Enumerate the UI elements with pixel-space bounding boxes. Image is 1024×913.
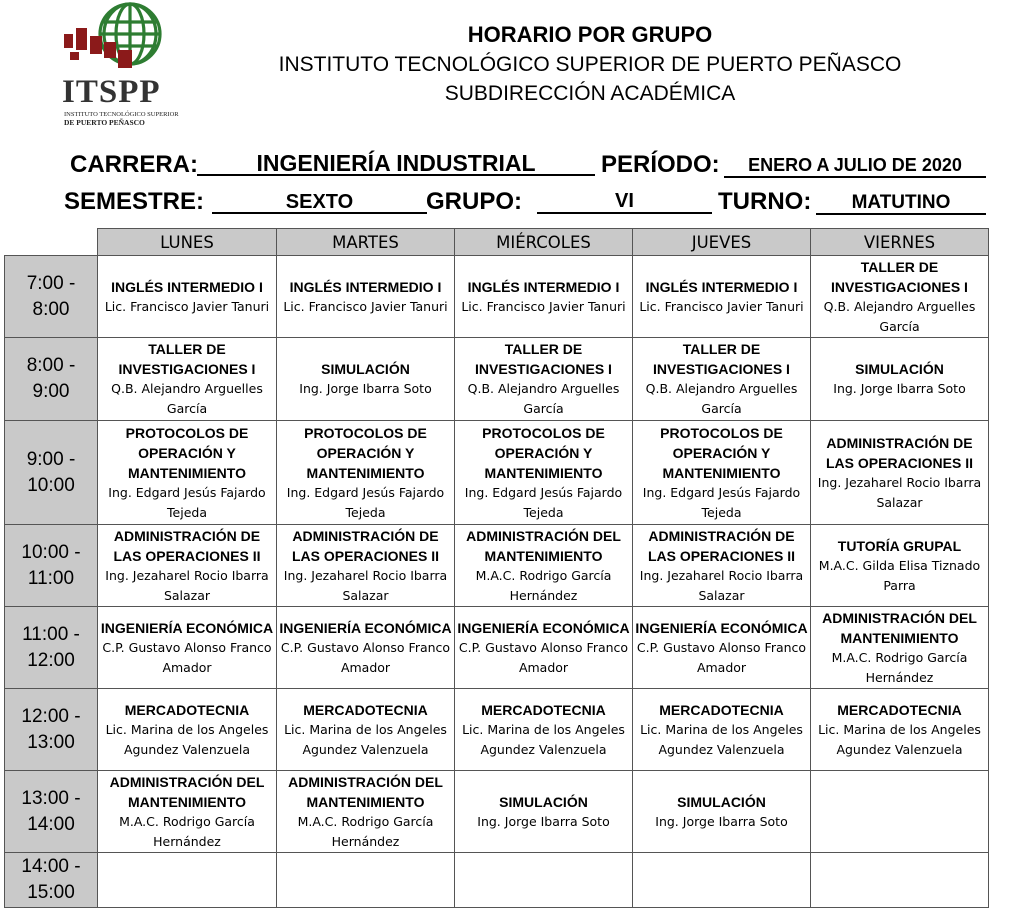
class-cell-martes [277, 607, 455, 689]
page-title: HORARIO POR GRUPO [467, 22, 713, 47]
turno-value: MATUTINO [816, 189, 986, 215]
subject-name: PROTOCOLOS DE OPERACIÓN Y MANTENIMIENTO [482, 424, 605, 481]
teacher-name: M.A.C. Rodrigo García Hernández [475, 567, 612, 603]
subject-name: ADMINISTRACIÓN DE LAS OPERACIONES II [647, 527, 796, 564]
teacher-name: Ing. Jorge Ibarra Soto [833, 381, 966, 396]
class-cell-martes [277, 689, 455, 771]
day-header-miercoles: MIÉRCOLES [455, 229, 633, 256]
time-slot-end: 11:00 [27, 567, 75, 589]
class-cell-miercoles [455, 771, 633, 853]
subject-name: MERCADOTECNIA [124, 701, 250, 718]
time-slot-start: 11:00 - [22, 623, 80, 645]
time-slot-end: 14:00 [27, 813, 75, 835]
class-cell-lunes [98, 853, 277, 908]
time-slot-cell [5, 256, 98, 338]
subject-name: TALLER DE INVESTIGACIONES I [475, 341, 612, 377]
class-cell-lunes [98, 771, 277, 853]
class-cell-miercoles [455, 525, 633, 607]
teacher-name: Lic. Francisco Javier Tanuri [461, 298, 626, 314]
class-cell-miercoles [455, 853, 633, 908]
subject-name: INGLÉS INTERMEDIO I [289, 278, 442, 295]
subject-name: MERCADOTECNIA [303, 701, 428, 718]
class-cell-martes [277, 421, 455, 525]
teacher-name: Ing. Jezaharel Rocio Ibarra Salazar [105, 567, 269, 603]
subject-name: TALLER DE INVESTIGACIONES I [831, 258, 968, 295]
time-slot-start: 12:00 - [21, 705, 81, 727]
time-slot-end: 9:00 [32, 381, 70, 402]
class-cell-miercoles [455, 689, 633, 771]
class-cell-viernes [811, 421, 989, 525]
teacher-name: Lic. Francisco Javier Tanuri [283, 298, 448, 314]
schedule-row [5, 689, 989, 771]
time-slot-end: 12:00 [27, 649, 75, 671]
teacher-name: M.A.C. Rodrigo García Hernández [119, 813, 255, 849]
day-header-row [5, 229, 989, 256]
class-cell-jueves [633, 256, 811, 338]
periodo-label: PERÍODO: [601, 151, 720, 178]
subject-name: ADMINISTRACIÓN DE LAS OPERACIONES II [291, 527, 440, 564]
schedule-row [5, 771, 989, 853]
subject-name: ADMINISTRACIÓN DE LAS OPERACIONES II [825, 434, 974, 471]
teacher-name: Ing. Jorge Ibarra Soto [299, 381, 432, 396]
subject-name: SIMULACIÓN [321, 361, 410, 377]
teacher-name: Lic. Francisco Javier Tanuri [104, 298, 270, 314]
subject-name: PROTOCOLOS DE OPERACIÓN Y MANTENIMIENTO [660, 424, 783, 481]
teacher-name: M.A.C. Rodrigo García Hernández [831, 649, 968, 685]
grupo-label: GRUPO: [426, 188, 522, 215]
teacher-name: Q.B. Alejandro Arguelles García [111, 381, 263, 416]
subject-name: MERCADOTECNIA [837, 701, 962, 718]
class-cell-martes [277, 771, 455, 853]
subject-name: INGENIERÍA ECONÓMICA [100, 619, 274, 636]
subject-name: INGENIERÍA ECONÓMICA [457, 619, 630, 636]
subject-name: TUTORÍA GRUPAL [837, 537, 962, 554]
time-slot-cell [5, 771, 98, 853]
class-cell-lunes [98, 607, 277, 689]
teacher-name: Ing. Jezaharel Rocio Ibarra Salazar [283, 567, 448, 603]
class-cell-lunes [98, 421, 277, 525]
schedule-table [4, 228, 989, 908]
carrera-label: CARRERA: [70, 151, 198, 178]
class-cell-martes [277, 256, 455, 338]
semestre-label: SEMESTRE: [64, 188, 205, 215]
teacher-name: C.P. Gustavo Alonso Franco Amador [636, 639, 807, 675]
subject-name: ADMINISTRACIÓN DEL MANTENIMIENTO [822, 609, 977, 646]
teacher-name: Lic. Marina de los Angeles Agundez Valenzuela [284, 721, 447, 757]
subject-name: TALLER DE INVESTIGACIONES I [653, 341, 790, 377]
class-cell-miercoles [455, 421, 633, 525]
time-slot-start: 13:00 - [21, 787, 81, 809]
subject-name: ADMINISTRACIÓN DE LAS OPERACIONES II [113, 527, 261, 564]
class-cell-viernes [811, 689, 989, 771]
time-slot-cell [5, 338, 98, 421]
teacher-name: Q.B. Alejandro Arguelles García [645, 381, 798, 416]
class-cell-viernes [811, 256, 989, 338]
teacher-name: Q.B. Alejandro Arguelles García [823, 298, 976, 334]
time-slot-start: 8:00 - [26, 355, 76, 376]
logo-subtitle: INSTITUTO TECNOLÓGICO SUPERIOR [64, 111, 179, 118]
class-cell-jueves [633, 421, 811, 525]
subject-name: INGLÉS INTERMEDIO I [645, 278, 798, 295]
subject-name: ADMINISTRACIÓN DEL MANTENIMIENTO [466, 527, 621, 564]
subject-name: SIMULACIÓN [855, 361, 944, 377]
time-slot-start: 7:00 - [26, 272, 76, 294]
turno-label: TURNO: [718, 188, 812, 215]
teacher-name: Ing. Edgard Jesús Fajardo Tejeda [108, 484, 266, 520]
department-name: SUBDIRECCIÓN ACADÉMICA [444, 82, 736, 105]
schedule-row [5, 853, 989, 908]
logo-text: ITSPP [62, 74, 161, 110]
class-cell-lunes [98, 338, 277, 421]
class-cell-viernes [811, 607, 989, 689]
teacher-name: C.P. Gustavo Alonso Franco Amador [280, 639, 451, 675]
teacher-name: C.P. Gustavo Alonso Franco Amador [102, 639, 272, 675]
day-header-viernes: VIERNES [811, 229, 989, 256]
time-slot-end: 13:00 [27, 731, 75, 753]
subject-name: INGLÉS INTERMEDIO I [111, 278, 263, 295]
teacher-name: Lic. Francisco Javier Tanuri [639, 298, 804, 314]
teacher-name: Lic. Marina de los Angeles Agundez Valenzuela [105, 721, 269, 757]
logo-subtitle-2: DE PUERTO PEÑASCO [64, 118, 145, 127]
class-cell-viernes [811, 853, 989, 908]
day-header-jueves: JUEVES [633, 229, 811, 256]
carrera-value: INGENIERÍA INDUSTRIAL [197, 150, 595, 176]
class-cell-viernes [811, 338, 989, 421]
class-cell-viernes [811, 525, 989, 607]
subject-name: ADMINISTRACIÓN DEL MANTENIMIENTO [288, 773, 443, 810]
class-cell-martes [277, 525, 455, 607]
class-cell-lunes [98, 689, 277, 771]
schedule-row [5, 421, 989, 525]
time-slot-end: 15:00 [27, 882, 75, 903]
schedule-body [5, 256, 989, 908]
subject-name: MERCADOTECNIA [481, 701, 606, 718]
time-slot-cell [5, 607, 98, 689]
class-cell-viernes [811, 771, 989, 853]
time-slot-cell [5, 421, 98, 525]
class-cell-martes [277, 338, 455, 421]
teacher-name: Ing. Edgard Jesús Fajardo Tejeda [464, 484, 623, 520]
day-header-lunes: LUNES [98, 229, 277, 256]
time-slot-cell [5, 689, 98, 771]
periodo-value: ENERO A JULIO DE 2020 [724, 152, 986, 178]
class-cell-miercoles [455, 607, 633, 689]
teacher-name: Lic. Marina de los Angeles Agundez Valenzuela [462, 721, 625, 757]
subject-name: PROTOCOLOS DE OPERACIÓN Y MANTENIMIENTO [304, 424, 427, 481]
subject-name: INGLÉS INTERMEDIO I [467, 278, 620, 295]
teacher-name: Ing. Jorge Ibarra Soto [477, 813, 610, 829]
teacher-name: Ing. Jezaharel Rocio Ibarra Salazar [817, 474, 982, 510]
semestre-value: SEXTO [212, 188, 427, 214]
time-slot-start: 10:00 - [21, 541, 81, 563]
teacher-name: Ing. Edgard Jesús Fajardo Tejeda [642, 484, 801, 520]
teacher-name: Lic. Marina de los Angeles Agundez Valenzuela [640, 721, 803, 757]
time-slot-cell [5, 853, 98, 908]
class-cell-jueves [633, 338, 811, 421]
corner-cell [5, 229, 98, 256]
class-cell-miercoles [455, 338, 633, 421]
class-cell-jueves [633, 607, 811, 689]
time-slot-end: 8:00 [32, 298, 70, 320]
class-cell-lunes [98, 256, 277, 338]
class-cell-miercoles [455, 256, 633, 338]
teacher-name: Ing. Jezaharel Rocio Ibarra Salazar [639, 567, 804, 603]
day-header-martes: MARTES [277, 229, 455, 256]
teacher-name: M.A.C. Gilda Elisa Tiznado Parra [818, 557, 981, 593]
teacher-name: Q.B. Alejandro Arguelles García [467, 381, 620, 416]
schedule-row [5, 338, 989, 421]
time-slot-start: 14:00 - [21, 856, 81, 877]
subject-name: SIMULACIÓN [677, 793, 766, 810]
class-cell-lunes [98, 525, 277, 607]
teacher-name: Ing. Edgard Jesús Fajardo Tejeda [286, 484, 445, 520]
subject-name: INGENIERÍA ECONÓMICA [635, 619, 808, 636]
schedule-row [5, 525, 989, 607]
subject-name: INGENIERÍA ECONÓMICA [279, 619, 452, 636]
class-cell-jueves [633, 525, 811, 607]
time-slot-start: 9:00 - [26, 448, 76, 470]
teacher-name: Lic. Marina de los Angeles Agundez Valenzuela [818, 721, 981, 757]
subject-name: SIMULACIÓN [499, 793, 588, 810]
subject-name: ADMINISTRACIÓN DEL MANTENIMIENTO [109, 773, 265, 810]
subject-name: MERCADOTECNIA [659, 701, 784, 718]
schedule-row [5, 607, 989, 689]
schedule-row [5, 256, 989, 338]
teacher-name: M.A.C. Rodrigo García Hernández [297, 813, 434, 849]
subject-name: PROTOCOLOS DE OPERACIÓN Y MANTENIMIENTO [125, 424, 249, 481]
subject-name: TALLER DE INVESTIGACIONES I [118, 341, 256, 377]
teacher-name: Ing. Jorge Ibarra Soto [655, 813, 788, 829]
institute-name: INSTITUTO TECNOLÓGICO SUPERIOR DE PUERTO PEÑASCO [278, 53, 902, 76]
time-slot-end: 10:00 [27, 474, 75, 496]
time-slot-cell [5, 525, 98, 607]
class-cell-jueves [633, 771, 811, 853]
class-cell-jueves [633, 853, 811, 908]
class-cell-martes [277, 853, 455, 908]
grupo-value: VI [537, 188, 712, 214]
teacher-name: C.P. Gustavo Alonso Franco Amador [458, 639, 629, 675]
class-cell-jueves [633, 689, 811, 771]
